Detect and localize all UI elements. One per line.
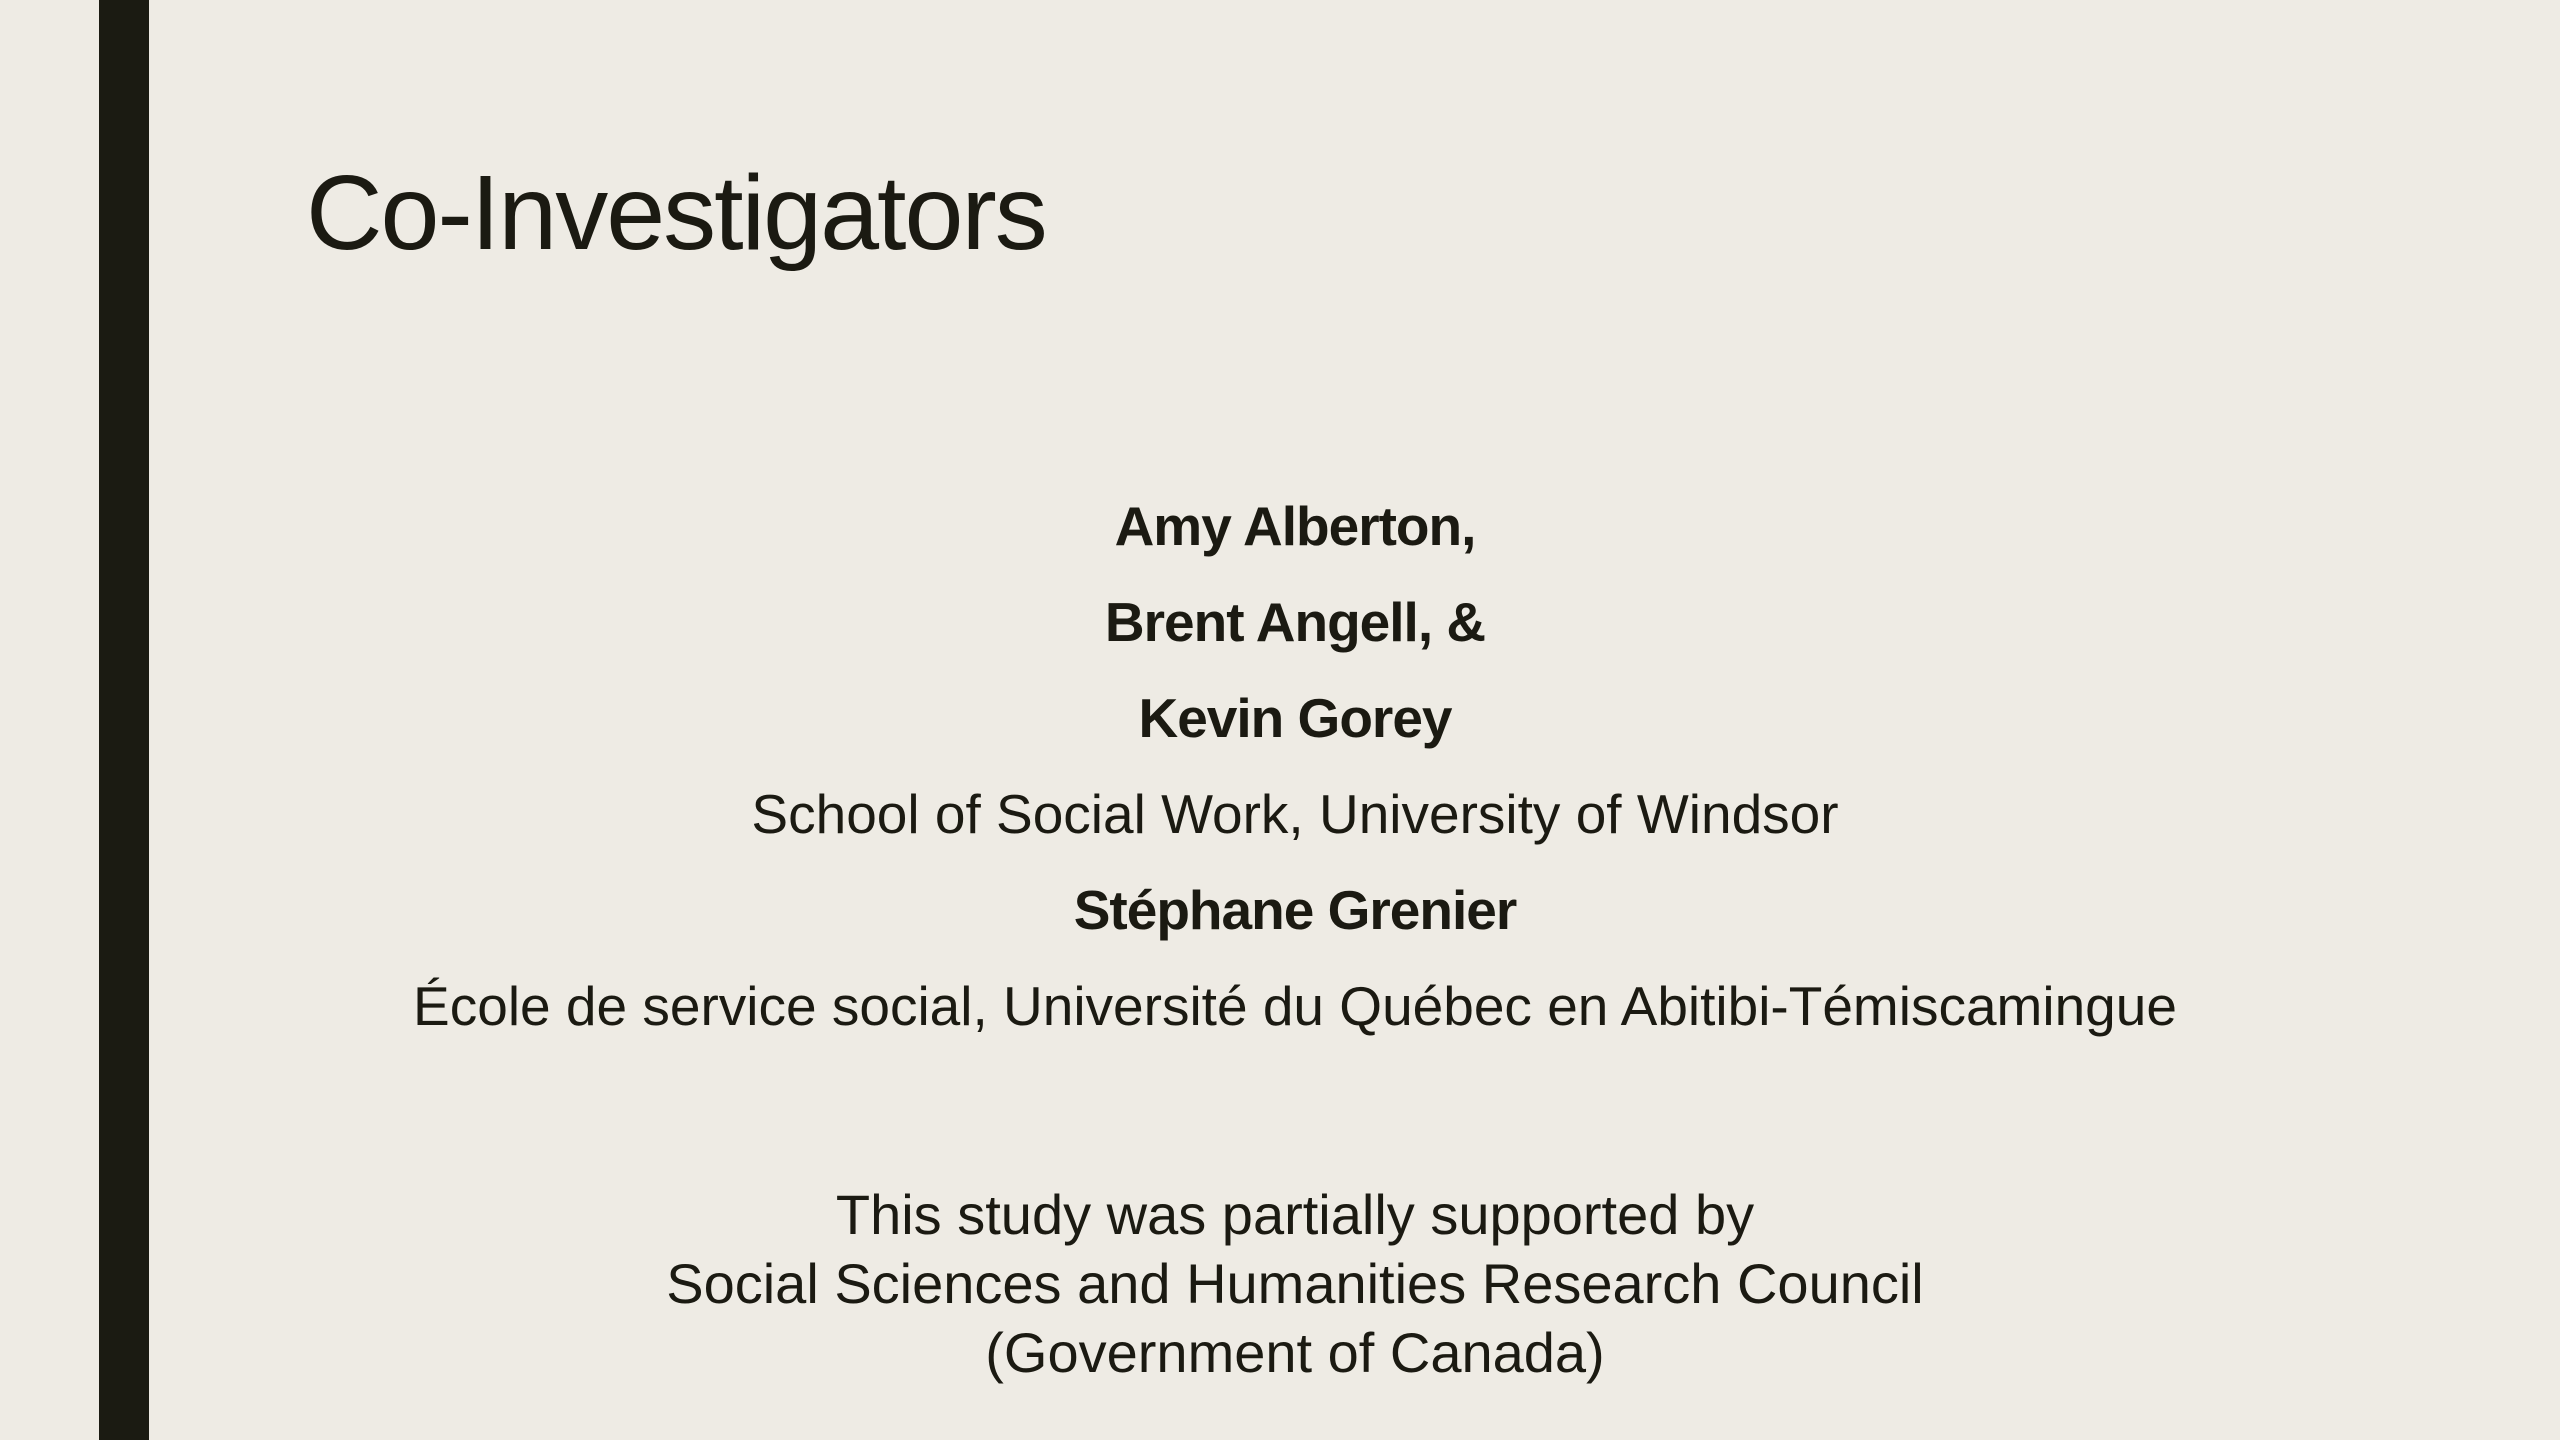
investigator-affiliation: School of Social Work, University of Windsor — [751, 783, 1839, 845]
investigator-name: Amy Alberton, — [1114, 495, 1476, 557]
funding-acknowledgement — [200, 1180, 2390, 1387]
funding-line: (Government of Canada) — [985, 1321, 1605, 1384]
accent-bar — [99, 0, 149, 1440]
investigator-name: Kevin Gorey — [1138, 687, 1452, 749]
investigators-block — [200, 478, 2390, 1054]
investigator-name: Brent Angell, & — [1104, 591, 1486, 653]
funding-line: This study was partially supported by — [835, 1183, 1755, 1246]
investigator-affiliation: École de service social, Université du Québec en Abitibi-Témiscamingue — [413, 975, 2177, 1037]
funding-line: Social Sciences and Humanities Research Council — [666, 1252, 1924, 1315]
slide-title: Co-Investigators — [306, 154, 1046, 272]
investigator-name: Stéphane Grenier — [1073, 879, 1517, 941]
